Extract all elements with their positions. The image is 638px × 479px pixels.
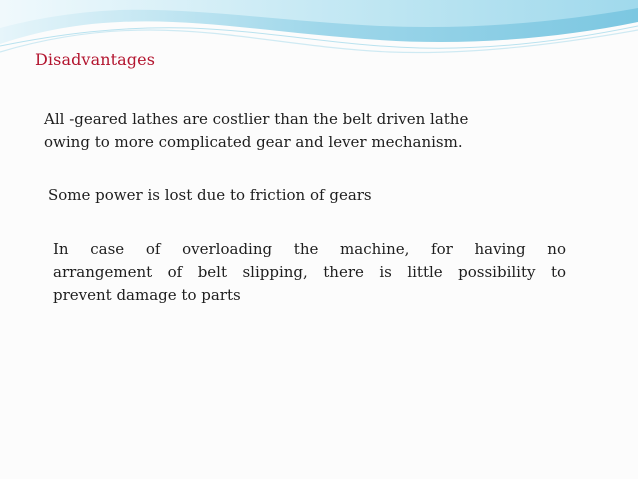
slide-title: Disadvantages xyxy=(35,50,156,69)
paragraph-cost-line-1: All -geared lathes are costlier than the belt driven lathe xyxy=(44,110,469,128)
paragraph-cost xyxy=(44,108,604,154)
paragraph-overloading-line-1: In case of overloading the machine, for having no xyxy=(53,240,566,258)
paragraph-overloading xyxy=(53,238,566,307)
paragraph-cost-line-2: owing to more complicated gear and lever mechanism. xyxy=(44,133,463,151)
paragraph-power-loss: Some power is lost due to friction of gears xyxy=(48,186,372,204)
paragraph-overloading-line-3: prevent damage to parts xyxy=(53,286,241,304)
paragraph-overloading-line-2: arrangement of belt slipping, there is little possibility to xyxy=(53,263,566,281)
